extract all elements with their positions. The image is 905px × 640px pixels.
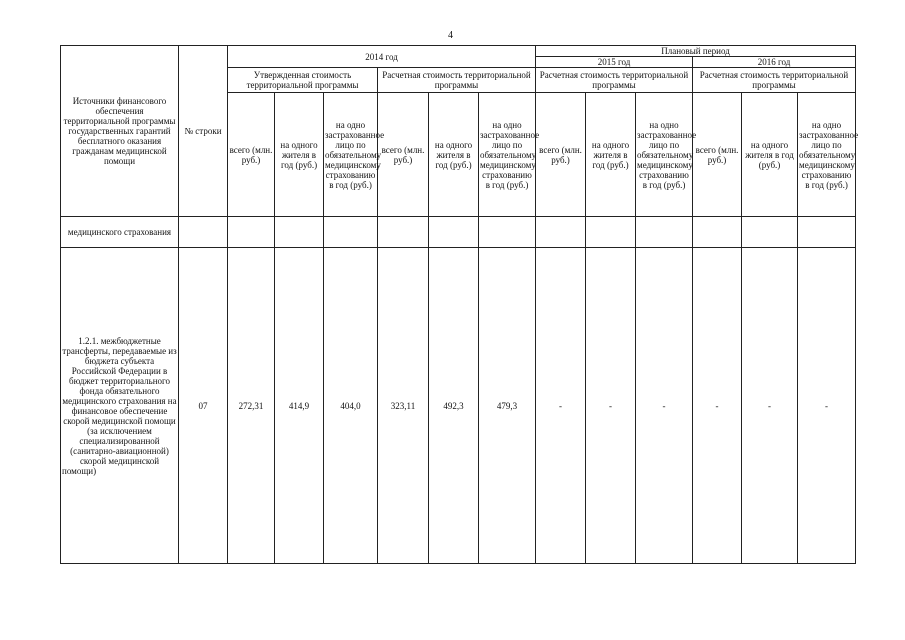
cell — [693, 217, 742, 248]
per-insured-2014-estimated-value: 479,3 — [479, 248, 536, 564]
per-resident-2015-header: на одного жителя в год (руб.) — [586, 93, 636, 217]
cell — [324, 217, 378, 248]
total-2015-value: - — [536, 248, 586, 564]
year-2014-header: 2014 год — [228, 46, 536, 68]
per-resident-2014-approved-header: на одного жителя в год (руб.) — [275, 93, 324, 217]
per-insured-2015-header: на одно застрахованное лицо по обязательному медицинскому страхованию в год (руб.) — [636, 93, 693, 217]
financing-table — [60, 45, 859, 564]
per-insured-2014-estimated-header: на одно застрахованное лицо по обязательному медицинскому страхованию в год (руб.) — [479, 93, 536, 217]
per-resident-2015-value: - — [586, 248, 636, 564]
per-insured-2015-value: - — [636, 248, 693, 564]
planned-period-header: Плановый период — [536, 46, 856, 57]
cell — [228, 217, 275, 248]
cell — [586, 217, 636, 248]
cell — [742, 217, 798, 248]
per-insured-2016-header: на одно застрахованное лицо по обязательному медицинскому страхованию в год (руб.) — [798, 93, 856, 217]
cell — [798, 217, 856, 248]
per-resident-2014-estimated-value: 492,3 — [429, 248, 479, 564]
approved-cost-2014-header: Утвержденная стоимость территориальной программы — [228, 68, 378, 93]
row-label: 1.2.1. межбюджетные трансферты, передаваемые из бюджета субъекта Российской Федерации в бюджет территориального фонда обязательного медицинского страхования на финансовое обеспечение скорой медицинской помощи (за исключением специализированной (санитарно-авиационной) скорой медицинской помощи) — [61, 248, 179, 564]
estimated-cost-2016-header: Расчетная стоимость территориальной программы — [693, 68, 856, 93]
cell — [536, 217, 586, 248]
page-number: 4 — [448, 30, 453, 41]
total-2014-approved-header: всего (млн. руб.) — [228, 93, 275, 217]
row-number-header: № строки — [179, 46, 228, 217]
per-resident-2016-value: - — [742, 248, 798, 564]
total-2016-value: - — [693, 248, 742, 564]
estimated-cost-2015-header: Расчетная стоимость территориальной программы — [536, 68, 693, 93]
per-insured-2014-approved-value: 404,0 — [324, 248, 378, 564]
table-row — [61, 217, 856, 248]
total-2016-header: всего (млн. руб.) — [693, 93, 742, 217]
cell — [636, 217, 693, 248]
per-resident-2014-estimated-header: на одного жителя в год (руб.) — [429, 93, 479, 217]
total-2014-approved-value: 272,31 — [228, 248, 275, 564]
cell — [479, 217, 536, 248]
table-row — [61, 248, 856, 564]
estimated-cost-2014-header: Расчетная стоимость территориальной программы — [378, 68, 536, 93]
row-label: медицинского страхования — [61, 217, 179, 248]
sources-header: Источники финансового обеспечения территориальной программы государственных гарантий бесплатного оказания гражданам медицинской помощи — [61, 46, 179, 217]
cell — [275, 217, 324, 248]
cell — [378, 217, 429, 248]
total-2015-header: всего (млн. руб.) — [536, 93, 586, 217]
row-number: 07 — [179, 248, 228, 564]
per-resident-2014-approved-value: 414,9 — [275, 248, 324, 564]
cell — [429, 217, 479, 248]
total-2014-estimated-value: 323,11 — [378, 248, 429, 564]
year-2015-header: 2015 год — [536, 57, 693, 68]
per-insured-2014-approved-header: на одно застрахованное лицо по обязательному медицинскому страхованию в год (руб.) — [324, 93, 378, 217]
per-resident-2016-header: на одного жителя в год (руб.) — [742, 93, 798, 217]
per-insured-2016-value: - — [798, 248, 856, 564]
year-2016-header: 2016 год — [693, 57, 856, 68]
total-2014-estimated-header: всего (млн. руб.) — [378, 93, 429, 217]
row-number — [179, 217, 228, 248]
